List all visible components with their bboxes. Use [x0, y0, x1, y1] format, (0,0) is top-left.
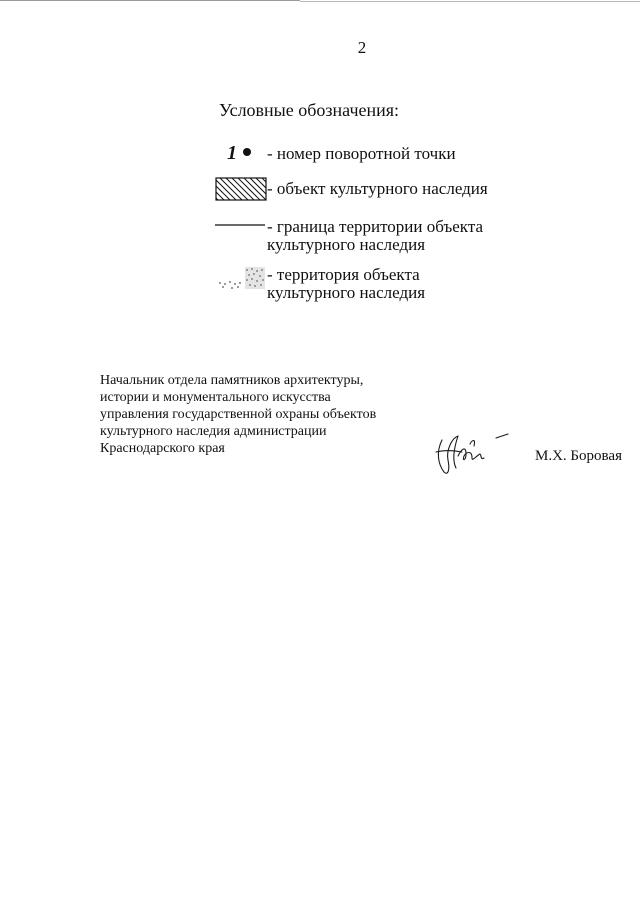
point-number-label: 1	[227, 142, 237, 164]
legend-item-text	[267, 218, 483, 254]
legend-title: Условные обозначения:	[219, 100, 400, 120]
top-edge-line	[0, 0, 300, 1]
boundary-line-icon	[215, 218, 267, 234]
legend-item-text	[267, 145, 456, 163]
point-dot-icon	[243, 148, 251, 156]
handwritten-signature-icon	[430, 430, 510, 478]
top-scan-edge	[0, 0, 640, 3]
position-line: управления государственной охраны объектов	[100, 407, 377, 422]
legend-text-line: культурного наследия	[267, 235, 426, 254]
hatched-box-icon	[215, 177, 267, 201]
page-number: 2	[357, 38, 367, 57]
position-line: культурного наследия администрации	[100, 424, 327, 439]
legend-text-line: - граница территории объекта	[267, 217, 484, 236]
position-line: Краснодарского края	[100, 441, 225, 456]
legend-text-line: - территория объекта	[267, 265, 420, 284]
legend-text-line: культурного наследия	[267, 283, 426, 302]
legend-text-line: - номер поворотной точки	[267, 144, 456, 163]
signatory-position	[100, 372, 430, 457]
dotted-fill-icon	[215, 266, 267, 292]
point-marker-icon	[227, 143, 251, 163]
position-line: Начальник отдела памятников архитектуры,	[100, 373, 364, 388]
position-line: истории и монументального искусства	[100, 390, 331, 405]
legend-item-text	[267, 266, 425, 302]
legend-text-line: - объект культурного наследия	[267, 179, 488, 198]
signatory-name: М.Х. Боровая	[535, 448, 622, 464]
top-edge-line	[300, 1, 640, 2]
legend-item-text	[267, 180, 488, 198]
